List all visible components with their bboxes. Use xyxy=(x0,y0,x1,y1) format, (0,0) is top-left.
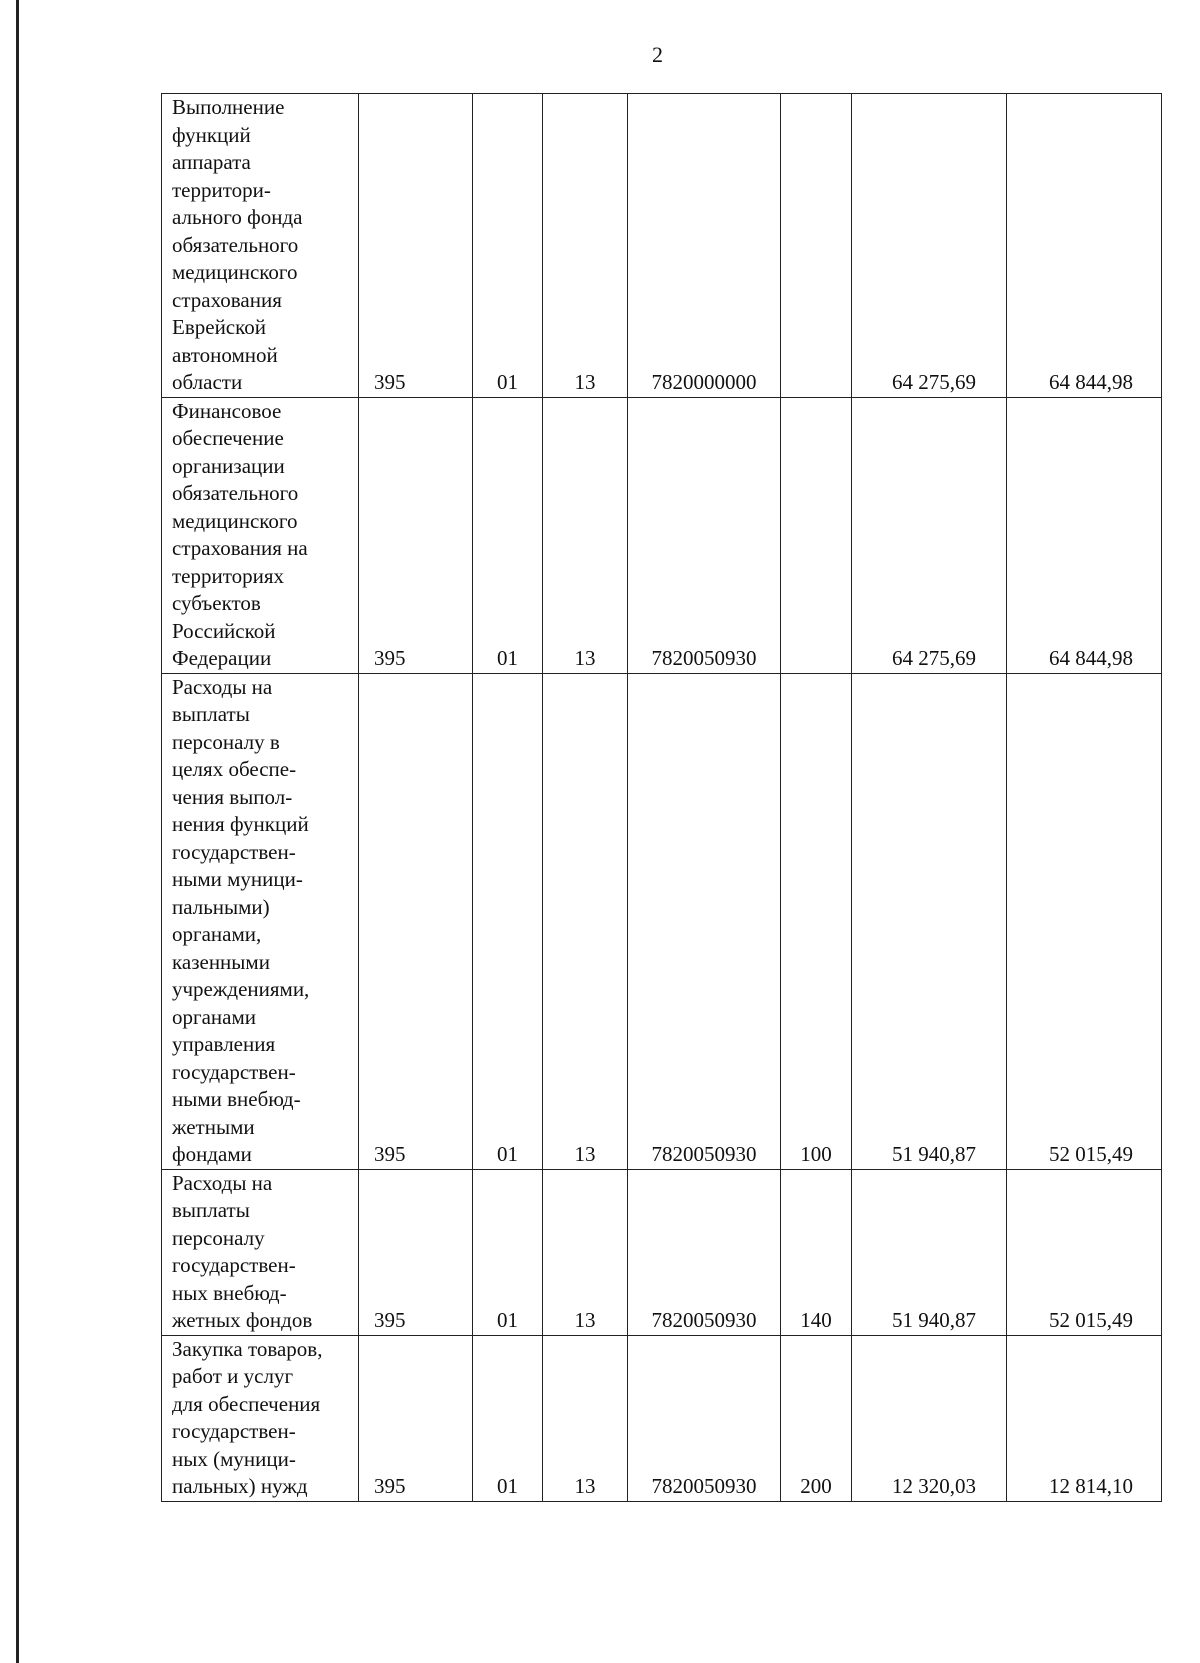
row-sum-2: 12 814,10 xyxy=(1007,1335,1162,1501)
row-section: 01 xyxy=(473,673,543,1169)
table-row xyxy=(162,397,1162,673)
row-subsection: 13 xyxy=(543,94,628,398)
row-target: 7820050930 xyxy=(628,1335,781,1501)
row-sum-2: 52 015,49 xyxy=(1007,673,1162,1169)
table-row xyxy=(162,673,1162,1169)
row-section: 01 xyxy=(473,397,543,673)
row-name: Выполнение функций аппарата территори- ального фонда обязательного медицинского страхования Еврейской автономной области xyxy=(162,94,359,398)
row-type: 100 xyxy=(781,673,852,1169)
scan-edge-line xyxy=(16,0,19,1663)
row-type: 200 xyxy=(781,1335,852,1501)
row-type xyxy=(781,94,852,398)
page-number: 2 xyxy=(652,42,663,67)
table-row xyxy=(162,94,1162,398)
row-target: 7820000000 xyxy=(628,94,781,398)
row-sum-1: 51 940,87 xyxy=(852,673,1007,1169)
row-target: 7820050930 xyxy=(628,1169,781,1335)
row-subsection: 13 xyxy=(543,1169,628,1335)
row-target: 7820050930 xyxy=(628,397,781,673)
row-name: Расходы на выплаты персоналу в целях обеспе- чения выпол- нения функций государствен- ными муници- пальными) органами, казенными учреждениями, органами управления государствен- ными внебюд- жетными фондами xyxy=(162,673,359,1169)
row-code: 395 xyxy=(359,94,473,398)
row-sum-2: 52 015,49 xyxy=(1007,1169,1162,1335)
row-code: 395 xyxy=(359,1169,473,1335)
budget-table xyxy=(161,93,1162,1502)
row-name: Финансовое обеспечение организации обязательного медицинского страхования на территориях субъектов Российской Федерации xyxy=(162,397,359,673)
row-code: 395 xyxy=(359,397,473,673)
row-name: Расходы на выплаты персоналу государствен- ных внебюд- жетных фондов xyxy=(162,1169,359,1335)
row-code: 395 xyxy=(359,673,473,1169)
row-subsection: 13 xyxy=(543,1335,628,1501)
table-row xyxy=(162,1169,1162,1335)
row-target: 7820050930 xyxy=(628,673,781,1169)
row-sum-1: 51 940,87 xyxy=(852,1169,1007,1335)
row-subsection: 13 xyxy=(543,673,628,1169)
row-section: 01 xyxy=(473,1335,543,1501)
row-sum-2: 64 844,98 xyxy=(1007,94,1162,398)
row-sum-1: 12 320,03 xyxy=(852,1335,1007,1501)
row-sum-1: 64 275,69 xyxy=(852,397,1007,673)
row-sum-1: 64 275,69 xyxy=(852,94,1007,398)
row-type xyxy=(781,397,852,673)
row-section: 01 xyxy=(473,1169,543,1335)
row-type: 140 xyxy=(781,1169,852,1335)
table-row xyxy=(162,1335,1162,1501)
row-section: 01 xyxy=(473,94,543,398)
row-name: Закупка товаров, работ и услуг для обеспечения государствен- ных (муници- пальных) нужд xyxy=(162,1335,359,1501)
row-subsection: 13 xyxy=(543,397,628,673)
row-sum-2: 64 844,98 xyxy=(1007,397,1162,673)
row-code: 395 xyxy=(359,1335,473,1501)
